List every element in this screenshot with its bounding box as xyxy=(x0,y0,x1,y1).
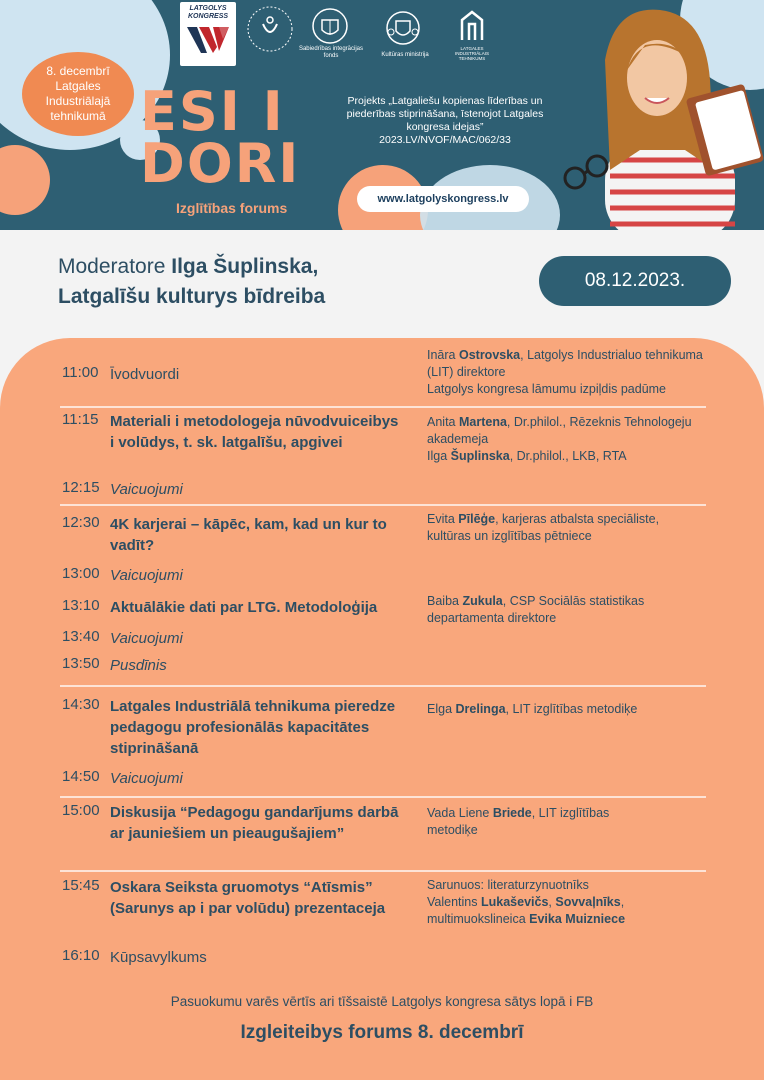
km-caption: Kultūras ministrija xyxy=(381,52,429,58)
row-title: 4K karjerai – kāpēc, kam, kad un kur to vadīt? xyxy=(110,516,387,554)
row-speaker xyxy=(427,414,717,465)
latgolys-kongress-logo xyxy=(180,2,236,66)
sif-caption: Sabiedrības integrācijas fonds xyxy=(298,46,364,59)
website-link[interactable]: www.latgolyskongress.lv xyxy=(357,186,529,212)
speaker-surname: Zukula xyxy=(462,594,503,608)
row-time: 13:50 xyxy=(62,655,100,672)
speaker-role: , LIT izglītības metodiķe xyxy=(505,702,638,716)
event-title-line1: ESI I xyxy=(140,80,285,143)
row-title: Pusdīnis xyxy=(110,657,167,674)
lit-logo-icon xyxy=(452,6,492,46)
badge-line: 8. decembrī xyxy=(46,64,110,78)
row-time: 14:30 xyxy=(62,696,100,713)
row-time: 12:30 xyxy=(62,514,100,531)
row-time: 15:00 xyxy=(62,802,100,819)
speaker-role: , CSP Sociālās statistikas departamenta direktore xyxy=(427,594,645,625)
row-speaker xyxy=(427,347,717,398)
speaker-first-name: Evita xyxy=(427,512,455,526)
row-time: 13:40 xyxy=(62,628,100,645)
row-title: Vaicuojumi xyxy=(110,567,183,584)
event-badge xyxy=(22,52,134,136)
row-speaker xyxy=(427,877,697,928)
speaker-role: multimuokslineica xyxy=(427,912,526,926)
sif-crest-icon xyxy=(310,6,350,46)
section-divider xyxy=(60,504,706,506)
lk-logo-text: LATGOLYS KONGRESS xyxy=(187,5,229,20)
lit-caption: LATGALES INDUSTRIĀLAIS TEHNIKUMS xyxy=(454,46,489,61)
separator: , xyxy=(548,895,552,909)
row-title: Īvodvuordi xyxy=(110,366,180,383)
speaker-first-name: Vada Liene xyxy=(427,806,490,820)
moderator-org: Latgalīšu kulturys bīdreiba xyxy=(58,285,326,308)
section-divider xyxy=(60,796,706,798)
speaker-surname: Lukaševičs xyxy=(480,895,549,909)
speaker-role: , Latgolys Industrialuo tehnikuma (LIT) direktore xyxy=(427,348,703,379)
speaker-surname: Sovvaļnīks xyxy=(555,895,621,909)
event-subtitle: Izglītības forums xyxy=(176,200,288,216)
speaker-role: , karjeras atbalsta speciāliste, kultūras un izglītības pētniece xyxy=(427,512,660,543)
speaker-first-name: Baiba xyxy=(427,594,459,608)
footer-title: Izgleiteibys forums 8. decembrī xyxy=(240,1022,524,1043)
speaker-role: Sarunuos: literaturzynuotnīks xyxy=(427,878,589,892)
row-time: 14:50 xyxy=(62,768,100,785)
speaker-first-name: Anita xyxy=(427,415,456,429)
speaker-role: , Dr.philol., Rēzeknis Tehnologeju akademeja xyxy=(427,415,692,446)
event-date: 08.12.2023. xyxy=(539,256,731,306)
speaker-first-name: Ilga xyxy=(427,449,448,463)
section-divider xyxy=(60,685,706,687)
speaker-first-name: Valentins xyxy=(427,895,478,909)
row-time: 13:10 xyxy=(62,597,100,614)
speaker-surname: Evika Muizniece xyxy=(529,912,626,926)
row-time: 12:15 xyxy=(62,479,100,496)
event-title-line2: DORI xyxy=(140,132,301,195)
speaker-first-name: Ināra xyxy=(427,348,456,362)
row-time: 15:45 xyxy=(62,877,100,894)
lkb-round-logo-icon xyxy=(245,4,295,54)
row-title: Vaicuojumi xyxy=(110,770,183,787)
row-time: 11:15 xyxy=(62,411,99,428)
speaker-surname: Martena xyxy=(458,415,507,429)
row-speaker xyxy=(427,593,667,627)
row-title: Aktuālākie dati par LTG. Metodoloģija xyxy=(110,599,378,616)
row-time: 13:00 xyxy=(62,565,100,582)
kongress-mark-icon xyxy=(183,21,233,57)
row-title: Vaicuojumi xyxy=(110,630,183,647)
section-divider xyxy=(60,406,706,408)
row-title: Latgales Industriālā tehnikuma pieredze pedagogu profesionālās kapacitātes stiprināšanā xyxy=(110,698,396,757)
row-speaker xyxy=(427,701,647,718)
badge-line: Latgales xyxy=(55,79,101,93)
speaker-surname: Pīlēģe xyxy=(458,512,496,526)
badge-line: tehnikumā xyxy=(50,109,106,123)
student-photo xyxy=(545,0,764,230)
speaker-surname: Drelinga xyxy=(455,702,506,716)
speaker-surname: Šuplinska xyxy=(450,449,510,463)
row-title: Diskusija “Pedagogu gandarījums darbā ar jauniešiem un pieaugušajiem” xyxy=(110,804,399,842)
header-banner xyxy=(0,0,764,230)
row-title: Materiali i metodologeja nūvodvuiceibys i volūdys, t. sk. latgalīšu, apgivei xyxy=(110,413,399,451)
speaker-role: , Dr.philol., LKB, RTA xyxy=(509,449,627,463)
decor-blob xyxy=(0,145,50,215)
row-time: 11:00 xyxy=(62,364,99,381)
row-speaker xyxy=(427,805,657,839)
speaker-surname: Briede xyxy=(492,806,532,820)
section-divider xyxy=(60,870,706,872)
footer-note: Pasuokumu varēs vērtīs ari tīšsaistē Latgolys kongresa sātys lopā i FB xyxy=(170,994,594,1009)
moderator-block xyxy=(58,252,325,312)
speaker-surname: Ostrovska xyxy=(458,348,521,362)
separator: , xyxy=(620,895,625,909)
moderator-name: Ilga Šuplinska, xyxy=(171,255,319,278)
moderator-prefix: Moderatore xyxy=(58,255,166,278)
project-text: Projekts „Latgaliešu kopienas līderības un piederības stiprināšana, īstenojot Latgales kongresa idejas” 2023.LV/NVOF/MAC/062/33 xyxy=(346,95,544,146)
speaker-first-name: Elga xyxy=(427,702,453,716)
row-title: Vaicuojumi xyxy=(110,481,183,498)
row-time: 16:10 xyxy=(62,947,100,964)
row-title: Kūpsavylkums xyxy=(110,949,207,966)
km-crest-icon xyxy=(383,8,423,48)
row-speaker xyxy=(427,511,667,545)
speaker-role: Latgolys kongresa lāmumu izpiļdis padūme xyxy=(427,382,667,396)
badge-line: Industriālajā xyxy=(45,94,111,108)
speaker-role: , LIT izglītības metodiķe xyxy=(427,806,610,837)
row-title: Oskara Seiksta gruomotys “Atīsmis” (Sarunys ap i par volūdu) prezentaceja xyxy=(110,879,386,917)
